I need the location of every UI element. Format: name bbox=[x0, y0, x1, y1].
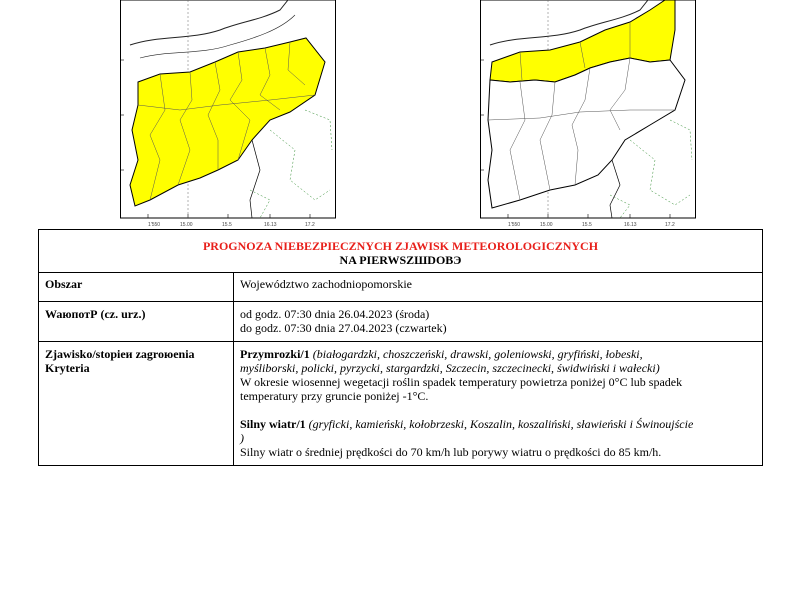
wind-description: Silny wiatr o średniej prędkości do 70 km/h lub porywy wiatru o prędkości do 85 km/h. bbox=[240, 445, 662, 459]
forecast-title: PROGNOZA NIEBEZPIECZNYCH ZJAWISK METEOROLOGICZNYCH bbox=[202, 239, 599, 253]
map-right-tick-1: 1'550 bbox=[508, 222, 521, 228]
warning-table bbox=[38, 229, 763, 466]
phenomena-label bbox=[39, 342, 234, 466]
map-right-tick-5: 17.2 bbox=[665, 222, 675, 228]
validity-value bbox=[234, 302, 763, 342]
map-right-tick-2: 15.00 bbox=[540, 222, 553, 228]
frost-description-b: temperatury przy gruncie poniżej -1°C. bbox=[240, 389, 429, 403]
validity-to: do godz. 07:30 dnia 27.04.2023 (czwartek) bbox=[240, 321, 447, 335]
forecast-subtitle: NA PIERWSZШDOBЭ bbox=[339, 253, 462, 267]
wind-counties-a: (gryficki, kamieński, kołobrzeski, Koszalin, koszaliński, sławieński i Świnoujście bbox=[308, 417, 694, 431]
map-wind-warning bbox=[480, 0, 696, 232]
wind-counties-b: ) bbox=[240, 431, 244, 445]
frost-warning-name: Przymrozki/1 bbox=[240, 347, 310, 361]
wind-warning-name: Silny wiatr/1 bbox=[240, 417, 306, 431]
map-left-tick-1: 1'550 bbox=[148, 222, 161, 228]
map-right-tick-4: 16.13 bbox=[624, 222, 637, 228]
table-row-area bbox=[39, 273, 763, 302]
area-label: Obszar bbox=[39, 273, 234, 302]
map-left-tick-5: 17.2 bbox=[305, 222, 315, 228]
map-frost-warning bbox=[120, 0, 336, 232]
table-header bbox=[39, 230, 763, 273]
map-left-tick-2: 15.00 bbox=[180, 222, 193, 228]
map-left-tick-3: 15.5 bbox=[222, 222, 232, 228]
phenomena-label-line2: Kryteria bbox=[45, 361, 90, 375]
map-right-tick-3: 15.5 bbox=[582, 222, 592, 228]
phenomena-value bbox=[234, 342, 763, 466]
validity-from: od godz. 07:30 dnia 26.04.2023 (środa) bbox=[240, 307, 430, 321]
validity-label: WaюпотР (cz. urz.) bbox=[39, 302, 234, 342]
frost-counties-b: myśliborski, policki, pyrzycki, stargardzki, Szczecin, szczecinecki, świdwiński i wałecki) bbox=[240, 361, 660, 375]
area-value: Województwo zachodniopomorskie bbox=[234, 273, 763, 302]
frost-description-a: W okresie wiosennej wegetacji roślin spadek temperatury powietrza poniżej 0°C lub spadek bbox=[240, 375, 683, 389]
phenomena-label-line1: Zjawisko/stopieи zagroюenia bbox=[45, 347, 195, 361]
map-left-tick-4: 16.13 bbox=[264, 222, 277, 228]
table-row-validity bbox=[39, 302, 763, 342]
table-row-phenomena bbox=[39, 342, 763, 466]
frost-counties-a: (białogardzki, choszczeński, drawski, goleniowski, gryfiński, łobeski, bbox=[312, 347, 643, 361]
